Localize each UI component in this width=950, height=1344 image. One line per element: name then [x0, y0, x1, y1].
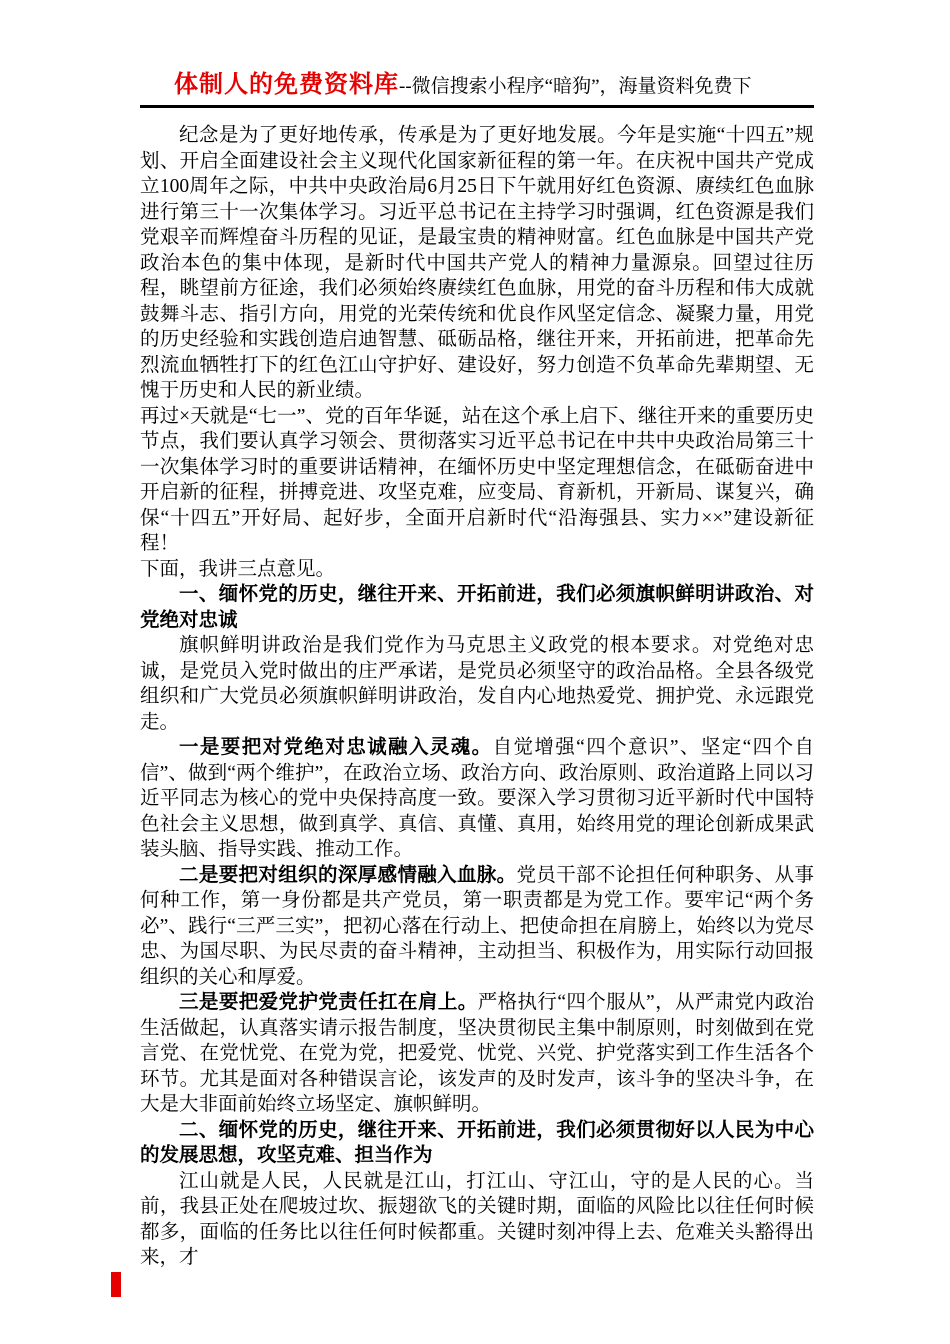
paragraph-text: 下面，我讲三点意见。 — [140, 558, 336, 580]
paragraph-text: 纪念是为了更好地传承，传承是为了更好地发展。今年是实施“十四五”规划、开启全面建设社会主义现代化国家新征程的第一年。在庆祝中国共产党成立100周年之际，中共中央政治局6月25日下午就用好红色资源、赓续红色血脉进行第三十一次集体学习。习近平总书记在主持学习时强调，红色资源是我们党艰辛而辉煌奋斗历程的见证，是最宝贵的精神财富。红色血脉是中国共产党政治本色的集中体现，是新时代中国共产党人的精神力量源泉。回望过往历程，眺望前方征途，我们必须始终赓续红色血脉，用党的奋斗历程和伟大成就鼓舞斗志、指引方向，用党的光荣传统和优良作风坚定信念、凝聚力量，用党的历史经验和实践创造启迪智慧、砥砺品格，继往开来，开拓前进，把革命先烈流血牺牲打下的红色江山守护好、建设好，努力创造不负革命先辈期望、无愧于历史和人民的新业绩。 — [140, 125, 814, 401]
paragraph — [140, 990, 814, 1118]
paragraph-text: 严格执行“四个服从”，从严肃党内政治生活做起，认真落实请示报告制度，坚决贯彻民主集中制原则，时刻做到在党言党、在党忧党、在党为党，把爱党、忧党、兴党、护党落实到工作生活各个环节。尤其是面对各种错误言论，该发声的及时发声，该斗争的坚决斗争，在大是大非面前始终立场坚定、旗帜鲜明。 — [140, 992, 814, 1115]
paragraph — [140, 735, 814, 863]
paragraph-lead: 三是要把爱党护党责任扛在肩上。 — [179, 992, 478, 1013]
page-content — [140, 64, 814, 1271]
paragraph-text: 旗帜鲜明讲政治是我们党作为马克思主义政党的根本要求。对党绝对忠诚，是党员入党时做出的庄严承诺，是党员必须坚守的政治品格。全县各级党组织和广大党员必须旗帜鲜明讲政治，发自内心地热爱党、拥护党、永远跟党走。 — [140, 635, 814, 733]
document-header — [140, 64, 814, 108]
paragraph-text: 党员干部不论担任何种职务、从事何种工作，第一身份都是共产党员，第一职责都是为党工作。要牢记“两个务必”、践行“三严三实”，把初心落在行动上、把使命担在肩膀上，始终以为党尽忠、为国尽职、为民尽责的奋斗精神，主动担当、积极作为，用实际行动回报组织的关心和厚爱。 — [140, 864, 814, 988]
paragraph — [140, 557, 814, 583]
paragraph-text: 再过×天就是“七一”、党的百年华诞，站在这个承上启下、继往开来的重要历史节点，我们要认真学习领会、贯彻落实习近平总书记在中共中央政治局第三十一次集体学习时的重要讲话精神，在缅怀历史中坚定理想信念，在砥砺奋进中开启新的征程，拼搏竞进、攻坚克难，应变局、育新机，开新局、谋复兴，确保“十四五”开好局、起好步，全面开启新时代“沿海强县、实力××”建设新征程！ — [140, 405, 814, 554]
paragraph — [140, 123, 814, 404]
section-heading — [140, 1118, 814, 1169]
paragraph-text: 江山就是人民，人民就是江山，打江山、守江山，守的是人民的心。当前，我县正处在爬坡过坎、振翅欲飞的关键时期，面临的风险比以往任何时候都多，面临的任务比以往任何时候都重。关键时刻冲得上去、危难关头豁得出来，才 — [140, 1170, 814, 1268]
paragraph-lead: 一是要把对党绝对忠诚融入灵魂。 — [179, 737, 493, 758]
paragraph — [140, 1169, 814, 1271]
heading-text: 二、缅怀党的历史，继往开来、开拓前进，我们必须贯彻好以人民为中心的发展思想，攻坚克难、担当作为 — [140, 1119, 814, 1166]
paragraph — [140, 633, 814, 735]
heading-text: 一、缅怀党的历史，继往开来、开拓前进，我们必须旗帜鲜明讲政治、对党绝对忠诚 — [140, 584, 814, 631]
paragraph — [140, 404, 814, 557]
paragraph-lead: 二是要把对组织的深厚感情融入血脉。 — [179, 864, 517, 886]
header-tagline: --微信搜索小程序“暗狗”，海量资料免费下 — [399, 76, 752, 97]
brand-title: 体制人的免费资料库 — [174, 72, 399, 98]
document-body — [140, 123, 814, 1271]
paragraph-text: 自觉增强“四个意识”、坚定“四个自信”、做到“两个维护”，在政治立场、政治方向、政治原则、政治道路上同以习近平同志为核心的党中央保持高度一致。要深入学习贯彻习近平新时代中国特色社会主义思想，做到真学、真信、真懂、真用，始终用党的理论创新成果武装头脑、指导实践、推动工作。 — [140, 737, 814, 860]
section-heading — [140, 582, 814, 633]
red-margin-marker — [111, 1272, 121, 1297]
paragraph — [140, 863, 814, 991]
